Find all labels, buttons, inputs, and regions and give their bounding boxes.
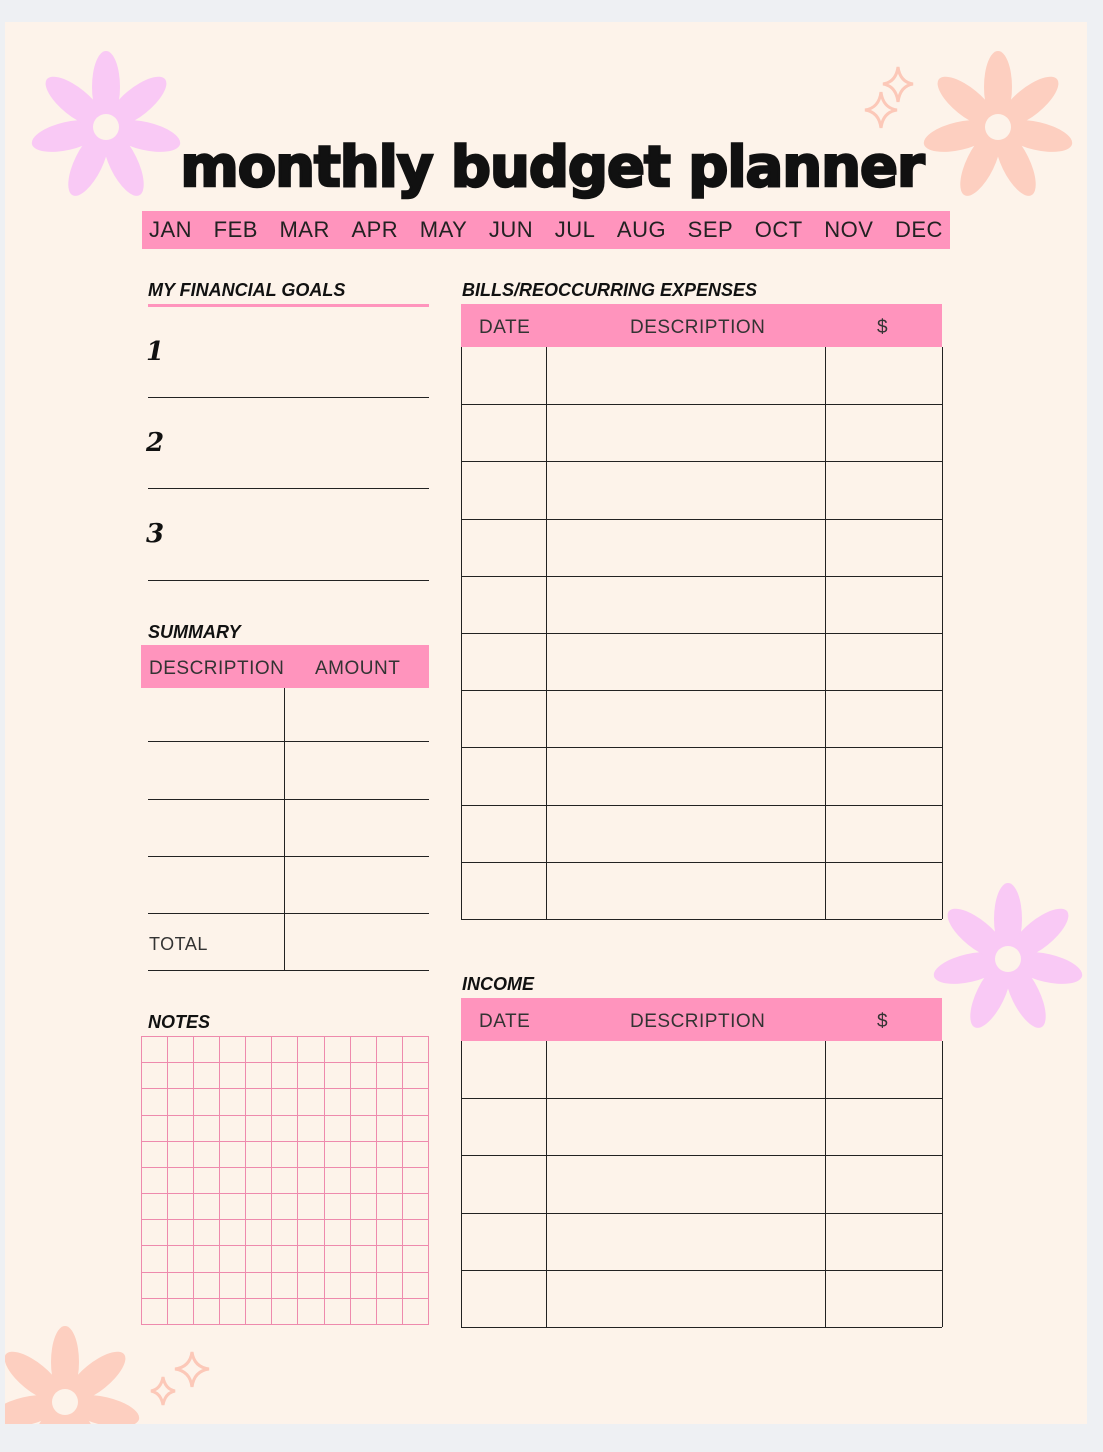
summary-col-description: DESCRIPTION xyxy=(149,658,285,679)
goal-number-2: 2 xyxy=(146,428,165,458)
notes-grid-cell[interactable] xyxy=(350,1167,376,1193)
notes-grid-row xyxy=(142,1246,429,1272)
table-row[interactable] xyxy=(461,919,942,920)
notes-grid-cell[interactable] xyxy=(324,1272,350,1298)
notes-grid-cell[interactable] xyxy=(376,1089,402,1115)
notes-grid-cell[interactable] xyxy=(376,1246,402,1272)
goal-line-1[interactable] xyxy=(148,397,429,398)
notes-grid-cell[interactable] xyxy=(168,1037,194,1063)
notes-grid-cell[interactable] xyxy=(194,1194,220,1220)
notes-grid-cell[interactable] xyxy=(194,1220,220,1246)
notes-grid-cell[interactable] xyxy=(220,1063,246,1089)
notes-grid-cell[interactable] xyxy=(376,1141,402,1167)
summary-row-line[interactable] xyxy=(148,913,429,914)
table-column-line xyxy=(942,347,943,919)
notes-grid-cell[interactable] xyxy=(142,1167,168,1193)
notes-grid-row xyxy=(142,1063,429,1089)
notes-grid-cell[interactable] xyxy=(402,1220,428,1246)
notes-grid-cell[interactable] xyxy=(246,1115,272,1141)
notes-grid-cell[interactable] xyxy=(272,1272,298,1298)
notes-grid-cell[interactable] xyxy=(194,1037,220,1063)
notes-grid-cell[interactable] xyxy=(298,1141,324,1167)
month-sep[interactable]: SEP xyxy=(687,217,734,242)
notes-grid-cell[interactable] xyxy=(298,1167,324,1193)
table-row[interactable] xyxy=(461,805,942,806)
notes-grid-cell[interactable] xyxy=(350,1272,376,1298)
summary-divider xyxy=(284,688,285,971)
notes-grid-cell[interactable] xyxy=(402,1063,428,1089)
table-row[interactable] xyxy=(461,1098,942,1099)
table-row[interactable] xyxy=(461,404,942,405)
summary-label: SUMMARY xyxy=(148,622,241,642)
notes-grid-cell[interactable] xyxy=(142,1115,168,1141)
notes-grid-cell[interactable] xyxy=(298,1037,324,1063)
notes-grid-cell[interactable] xyxy=(168,1141,194,1167)
flower-icon xyxy=(5,1327,140,1424)
month-jan[interactable]: JAN xyxy=(149,217,193,242)
notes-grid-cell[interactable] xyxy=(298,1220,324,1246)
table-row[interactable] xyxy=(461,519,942,520)
notes-grid-cell[interactable] xyxy=(350,1246,376,1272)
notes-grid-cell[interactable] xyxy=(194,1089,220,1115)
table-row[interactable] xyxy=(461,747,942,748)
notes-grid-cell[interactable] xyxy=(376,1272,402,1298)
notes-grid-cell[interactable] xyxy=(220,1167,246,1193)
notes-grid-cell[interactable] xyxy=(324,1037,350,1063)
notes-grid-cell[interactable] xyxy=(142,1220,168,1246)
month-jul[interactable]: JUL xyxy=(554,217,596,242)
month-apr[interactable]: APR xyxy=(351,217,399,242)
notes-grid-cell[interactable] xyxy=(246,1272,272,1298)
sparkle-icon xyxy=(863,62,923,132)
notes-grid-cell[interactable] xyxy=(350,1063,376,1089)
notes-grid-row xyxy=(142,1298,429,1324)
notes-grid-cell[interactable] xyxy=(194,1167,220,1193)
notes-grid[interactable] xyxy=(141,1036,429,1325)
notes-grid-row xyxy=(142,1220,429,1246)
notes-grid-cell[interactable] xyxy=(324,1246,350,1272)
notes-grid-cell[interactable] xyxy=(402,1089,428,1115)
notes-grid-row xyxy=(142,1194,429,1220)
bills-col-amount: $ xyxy=(877,317,889,338)
notes-grid-cell[interactable] xyxy=(272,1037,298,1063)
goals-underline xyxy=(148,304,429,307)
flower-icon xyxy=(933,884,1083,1034)
month-jun[interactable]: JUN xyxy=(488,217,534,242)
notes-grid-cell[interactable] xyxy=(324,1167,350,1193)
notes-grid-cell[interactable] xyxy=(246,1194,272,1220)
notes-grid-cell[interactable] xyxy=(168,1194,194,1220)
notes-grid-cell[interactable] xyxy=(272,1246,298,1272)
notes-grid-cell[interactable] xyxy=(142,1298,168,1324)
notes-grid-cell[interactable] xyxy=(272,1220,298,1246)
month-nov[interactable]: NOV xyxy=(824,217,874,242)
notes-grid-cell[interactable] xyxy=(298,1089,324,1115)
notes-grid-row xyxy=(142,1037,429,1063)
table-column-line xyxy=(825,1041,826,1327)
notes-grid-cell[interactable] xyxy=(220,1141,246,1167)
table-row[interactable] xyxy=(461,862,942,863)
notes-grid-cell[interactable] xyxy=(168,1272,194,1298)
notes-grid-cell[interactable] xyxy=(142,1246,168,1272)
table-row[interactable] xyxy=(461,461,942,462)
notes-grid-cell[interactable] xyxy=(246,1246,272,1272)
notes-grid-cell[interactable] xyxy=(324,1141,350,1167)
notes-grid-cell[interactable] xyxy=(142,1141,168,1167)
notes-grid-cell[interactable] xyxy=(376,1220,402,1246)
notes-grid-row xyxy=(142,1141,429,1167)
month-mar[interactable]: MAR xyxy=(279,217,330,242)
notes-grid-cell[interactable] xyxy=(376,1063,402,1089)
notes-grid-cell[interactable] xyxy=(142,1063,168,1089)
table-column-line xyxy=(942,1041,943,1327)
notes-grid-cell[interactable] xyxy=(220,1194,246,1220)
notes-grid-cell[interactable] xyxy=(246,1141,272,1167)
goal-number-1: 1 xyxy=(146,337,165,367)
table-row[interactable] xyxy=(461,690,942,691)
notes-grid-cell[interactable] xyxy=(168,1298,194,1324)
notes-grid-cell[interactable] xyxy=(402,1037,428,1063)
notes-grid-cell[interactable] xyxy=(246,1063,272,1089)
income-col-description: DESCRIPTION xyxy=(630,1011,766,1032)
notes-grid-cell[interactable] xyxy=(194,1063,220,1089)
summary-row-line[interactable] xyxy=(148,856,429,857)
notes-grid-cell[interactable] xyxy=(220,1220,246,1246)
notes-grid-cell[interactable] xyxy=(142,1272,168,1298)
notes-grid-cell[interactable] xyxy=(246,1167,272,1193)
notes-grid-cell[interactable] xyxy=(272,1115,298,1141)
notes-grid-cell[interactable] xyxy=(272,1063,298,1089)
table-column-line xyxy=(546,1041,547,1327)
month-may[interactable]: MAY xyxy=(419,217,468,242)
notes-grid-cell[interactable] xyxy=(402,1141,428,1167)
goal-number-3: 3 xyxy=(146,519,165,549)
notes-grid-cell[interactable] xyxy=(142,1037,168,1063)
notes-grid-cell[interactable] xyxy=(376,1037,402,1063)
notes-grid-cell[interactable] xyxy=(168,1115,194,1141)
notes-grid-cell[interactable] xyxy=(298,1298,324,1324)
notes-grid-cell[interactable] xyxy=(350,1220,376,1246)
notes-grid-cell[interactable] xyxy=(194,1298,220,1324)
table-row[interactable] xyxy=(461,1327,942,1328)
bills-col-date: DATE xyxy=(479,317,531,338)
notes-grid-cell[interactable] xyxy=(246,1298,272,1324)
goals-label: MY FINANCIAL GOALS xyxy=(148,280,346,300)
notes-grid-cell[interactable] xyxy=(376,1167,402,1193)
notes-grid-cell[interactable] xyxy=(402,1246,428,1272)
notes-grid-row xyxy=(142,1272,429,1298)
notes-grid-cell[interactable] xyxy=(168,1063,194,1089)
month-oct[interactable]: OCT xyxy=(754,217,803,242)
notes-grid-row xyxy=(142,1167,429,1193)
notes-grid-cell[interactable] xyxy=(298,1115,324,1141)
notes-grid-cell[interactable] xyxy=(350,1037,376,1063)
notes-grid-cell[interactable] xyxy=(194,1141,220,1167)
month-feb[interactable]: FEB xyxy=(213,217,258,242)
notes-grid-cell[interactable] xyxy=(402,1194,428,1220)
summary-total-label: TOTAL xyxy=(149,934,208,954)
notes-grid-cell[interactable] xyxy=(246,1037,272,1063)
notes-grid-cell[interactable] xyxy=(402,1115,428,1141)
notes-grid-cell[interactable] xyxy=(272,1298,298,1324)
notes-grid-cell[interactable] xyxy=(220,1246,246,1272)
notes-grid-cell[interactable] xyxy=(376,1298,402,1324)
sparkle-icon xyxy=(147,1347,217,1407)
notes-grid-cell[interactable] xyxy=(246,1220,272,1246)
notes-grid-cell[interactable] xyxy=(220,1298,246,1324)
notes-grid-cell[interactable] xyxy=(350,1141,376,1167)
notes-grid-cell[interactable] xyxy=(324,1063,350,1089)
notes-grid-cell[interactable] xyxy=(350,1298,376,1324)
notes-grid-cell[interactable] xyxy=(220,1037,246,1063)
notes-grid-cell[interactable] xyxy=(194,1272,220,1298)
month-aug[interactable]: AUG xyxy=(616,217,667,242)
notes-grid-cell[interactable] xyxy=(298,1194,324,1220)
notes-grid-cell[interactable] xyxy=(324,1089,350,1115)
notes-grid-cell[interactable] xyxy=(168,1167,194,1193)
notes-grid-cell[interactable] xyxy=(350,1194,376,1220)
notes-grid-cell[interactable] xyxy=(350,1089,376,1115)
notes-grid-row xyxy=(142,1089,429,1115)
notes-grid-cell[interactable] xyxy=(272,1167,298,1193)
income-col-date: DATE xyxy=(479,1011,531,1032)
summary-row-line[interactable] xyxy=(148,799,429,800)
notes-grid-cell[interactable] xyxy=(220,1089,246,1115)
notes-grid-cell[interactable] xyxy=(324,1194,350,1220)
table-row[interactable] xyxy=(461,1213,942,1214)
notes-grid-cell[interactable] xyxy=(220,1115,246,1141)
notes-grid-cell[interactable] xyxy=(272,1194,298,1220)
notes-grid-cell[interactable] xyxy=(168,1089,194,1115)
notes-grid-cell[interactable] xyxy=(168,1220,194,1246)
notes-grid-cell[interactable] xyxy=(324,1115,350,1141)
income-col-amount: $ xyxy=(877,1011,889,1032)
page-title: monthly budget planner xyxy=(180,135,924,200)
goal-line-3[interactable] xyxy=(148,580,429,581)
table-column-line xyxy=(461,1041,462,1327)
notes-grid-cell[interactable] xyxy=(220,1272,246,1298)
notes-grid-cell[interactable] xyxy=(376,1194,402,1220)
notes-grid-cell[interactable] xyxy=(272,1089,298,1115)
notes-grid-cell[interactable] xyxy=(298,1246,324,1272)
notes-grid-cell[interactable] xyxy=(402,1167,428,1193)
notes-grid-cell[interactable] xyxy=(324,1298,350,1324)
bills-col-description: DESCRIPTION xyxy=(630,317,766,338)
income-label: INCOME xyxy=(462,974,534,994)
summary-col-amount: AMOUNT xyxy=(315,658,401,679)
month-selector xyxy=(142,211,950,249)
notes-grid-cell[interactable] xyxy=(168,1246,194,1272)
table-row[interactable] xyxy=(461,633,942,634)
notes-grid-cell[interactable] xyxy=(142,1089,168,1115)
notes-grid-cell[interactable] xyxy=(246,1089,272,1115)
notes-grid-cell[interactable] xyxy=(194,1115,220,1141)
table-row[interactable] xyxy=(461,1155,942,1156)
planner-page xyxy=(5,22,1087,1424)
notes-label: NOTES xyxy=(148,1012,211,1032)
goal-line-2[interactable] xyxy=(148,488,429,489)
notes-grid-cell[interactable] xyxy=(402,1272,428,1298)
notes-grid-cell[interactable] xyxy=(298,1272,324,1298)
notes-grid-cell[interactable] xyxy=(376,1115,402,1141)
month-dec[interactable]: DEC xyxy=(895,217,943,242)
bills-label: BILLS/REOCCURRING EXPENSES xyxy=(462,280,758,300)
summary-row-line[interactable] xyxy=(148,741,429,742)
notes-grid-cell[interactable] xyxy=(142,1194,168,1220)
table-row[interactable] xyxy=(461,576,942,577)
summary-row-line[interactable] xyxy=(148,970,429,971)
table-row[interactable] xyxy=(461,1270,942,1271)
notes-grid-cell[interactable] xyxy=(272,1141,298,1167)
notes-grid-cell[interactable] xyxy=(402,1298,428,1324)
notes-grid-cell[interactable] xyxy=(350,1115,376,1141)
notes-grid-cell[interactable] xyxy=(324,1220,350,1246)
notes-grid-cell[interactable] xyxy=(194,1246,220,1272)
notes-grid-cell[interactable] xyxy=(298,1063,324,1089)
notes-grid-row xyxy=(142,1115,429,1141)
